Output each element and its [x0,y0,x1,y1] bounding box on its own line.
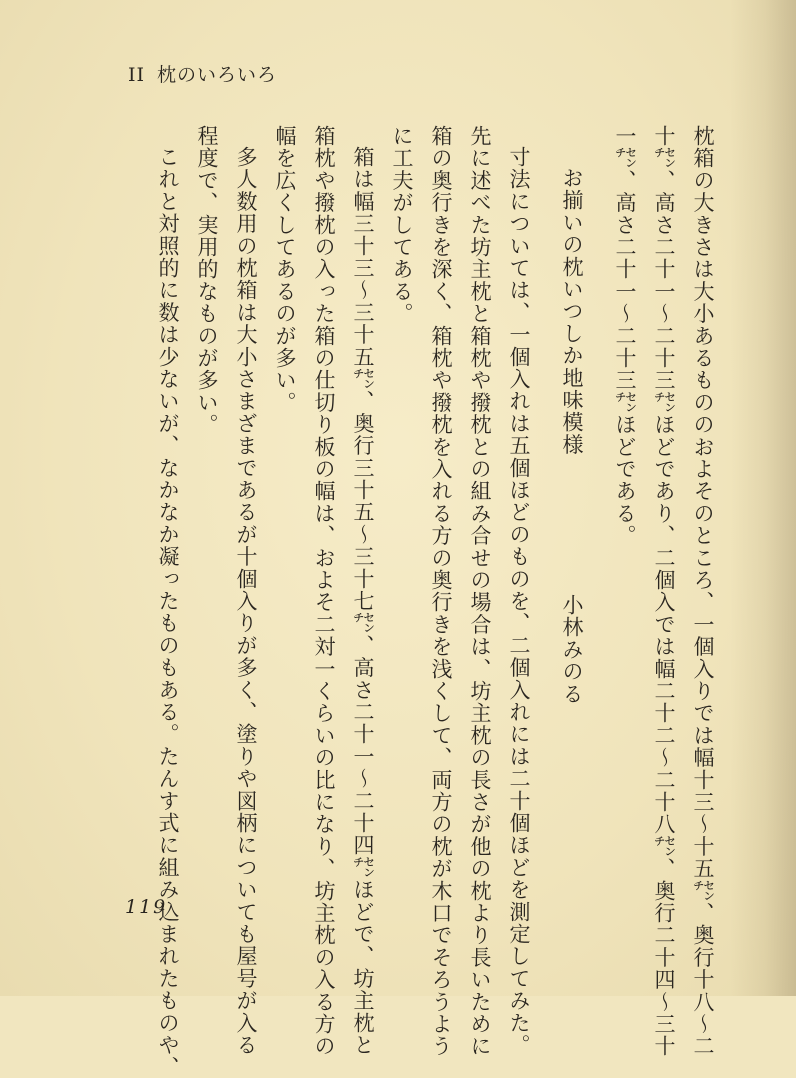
text-column: 寸法については、一個入れは五個ほどのものを、二個入れには二十個ほどを測定してみた。 [507,146,531,1057]
text-column: 箱は幅三十三〜三十五㌢、奥行三十五〜三十七㌢、高さ二十一〜二十四㌢ほどで、坊主枕と [351,146,375,1057]
paragraph-gap [538,125,552,985]
haiku-author: 小林みのる [560,593,584,705]
page-number: 119 [125,896,168,918]
text-column: 十㌢、高さ二十一〜二十三㌢ほどであり、二個入では幅二十二〜二十八㌢、奥行二十四〜三十 [652,125,676,1058]
text-column: 幅を広くしてあるのが多い。 [273,125,297,414]
haiku-line [552,125,591,985]
text-column: 箱枕や撥枕の入った箱の仕切り板の幅は、およそ二対一くらいの比になり、坊主枕の入る方の [312,125,336,1058]
part-number: II [128,64,146,86]
running-head [128,60,277,87]
chapter-title: 枕のいろいろ [157,64,278,86]
paragraph-gap [591,125,605,985]
vertical-text-block [148,125,722,1078]
haiku-text: お揃いの枕いつしか地味模様 [560,167,584,456]
text-column: 多人数用の枕箱は大小さまざまであるが十個入りが多く、塗りや図柄についても屋号が入る [234,146,258,1057]
text-column: 先に述べた坊主枕と箱枕や撥枕との組み合せの場合は、坊主枕の長さが他の枕より長いために [468,125,492,1058]
text-column: これと対照的に数は少ないが、なかなか凝ったものもある。たんす式に組み込まれたものや、 [156,146,180,1078]
text-column: 箱の奥行きを深く、箱枕や撥枕を入れる方の奥行きを浅くして、両方の枕が木口でそろうよう [429,125,453,1058]
text-column: 一㌢、高さ二十一〜二十三㌢ほどである。 [613,125,637,547]
text-column: 程度で、実用的なものが多い。 [195,125,219,436]
text-column: 枕箱の大きさは大小あるもののおよそのところ、一個入りでは幅十三〜十五㌢、奥行十八〜二 [691,125,715,1058]
text-column: に工夫がしてある。 [390,125,414,325]
